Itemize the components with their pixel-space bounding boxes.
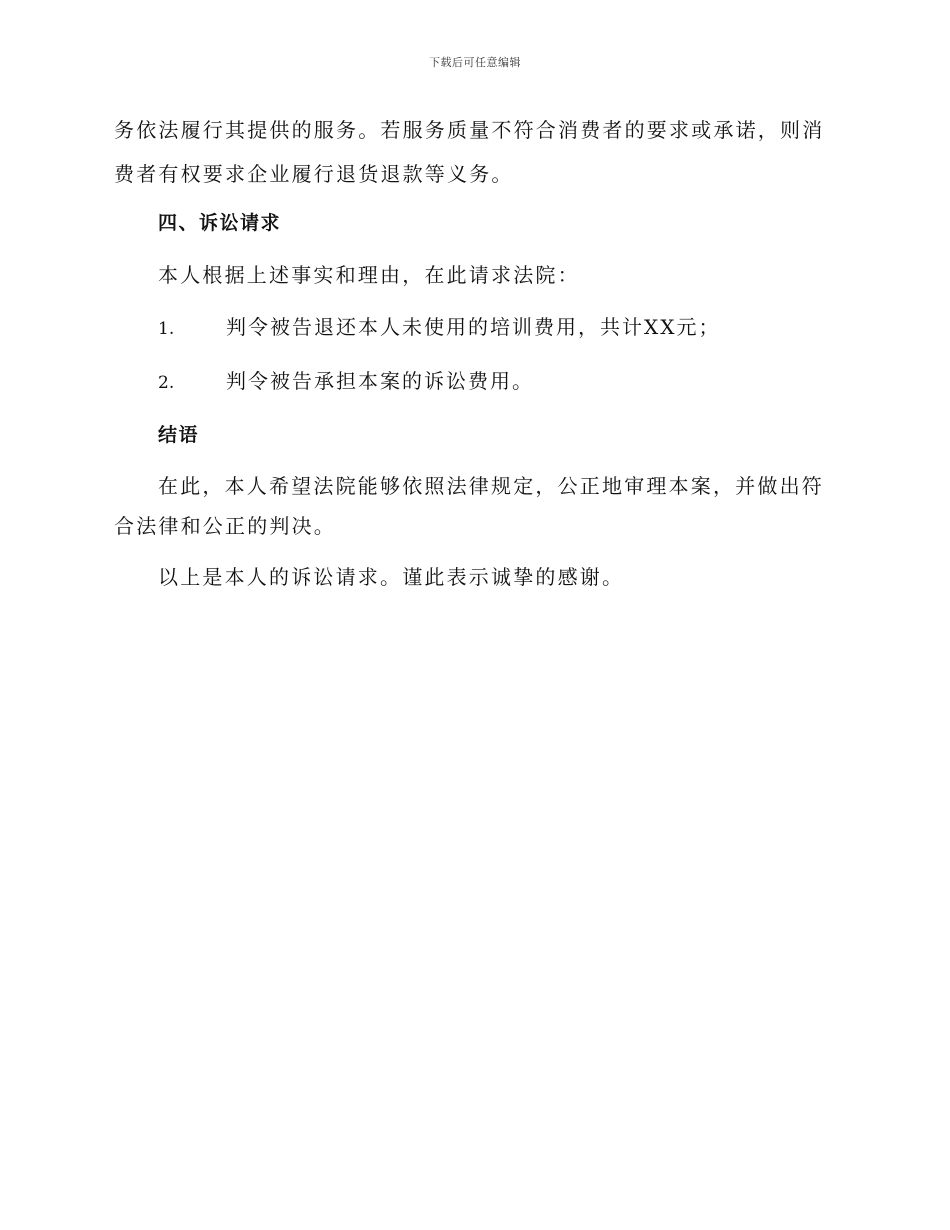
section-heading-claims: 四、诉讼请求 [158, 212, 282, 234]
conclusion-paragraph-2: 以上是本人的诉讼请求。谨此表示诚挚的感谢。 [158, 565, 625, 589]
claim-number: 1. [158, 319, 175, 339]
claim-text: 判令被告退还本人未使用的培训费用，共计XX元； [226, 315, 721, 339]
claim-text: 判令被告承担本案的诉讼费用。 [226, 369, 534, 393]
claims-intro: 本人根据上述事实和理由，在此请求法院： [158, 263, 580, 287]
paragraph-continuation: 务依法履行其提供的服务。若服务质量不符合消费者的要求或承诺，则消费者有权要求企业履行退货退款等义务。 [114, 118, 825, 186]
claim-number: 2. [158, 373, 175, 393]
conclusion-paragraph-1: 在此，本人希望法院能够依照法律规定，公正地审理本案，并做出符合法律和公正的判决。 [114, 474, 824, 538]
claim-item-2 [114, 368, 830, 396]
section-heading-conclusion: 结语 [158, 424, 200, 446]
claim-item-1 [114, 314, 830, 342]
document-body [114, 108, 830, 590]
page-header: 下载后可任意编辑 [429, 56, 521, 69]
